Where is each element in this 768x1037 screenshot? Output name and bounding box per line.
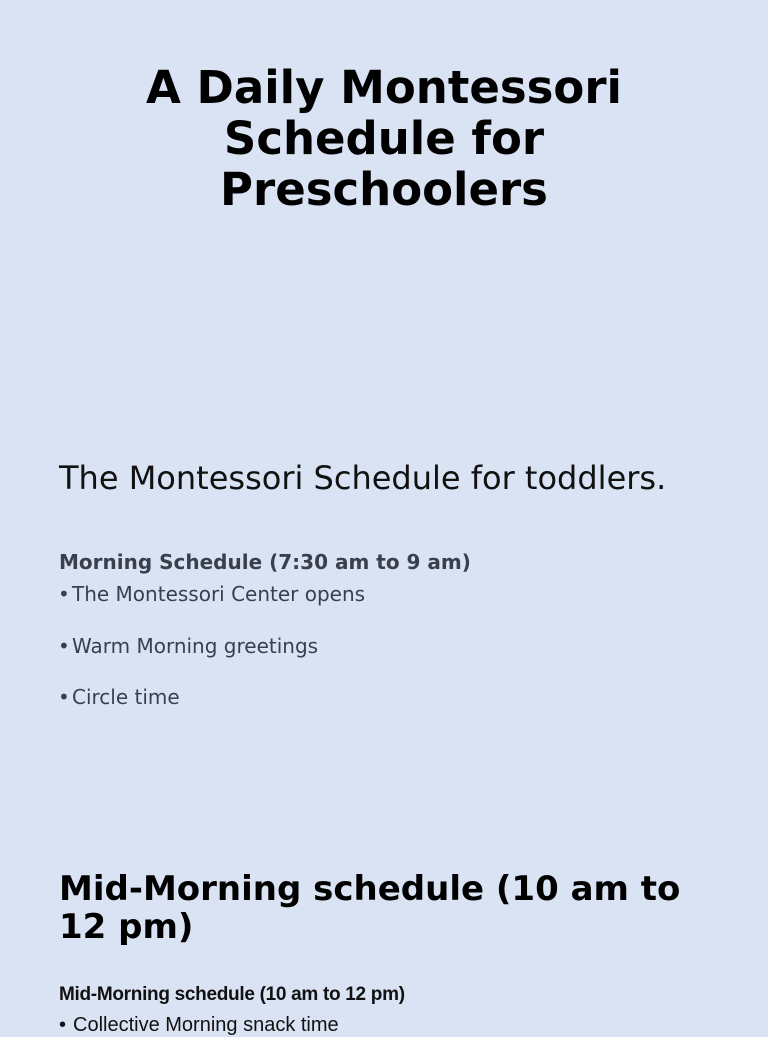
list-item-text: Collective Morning snack time — [73, 1014, 339, 1036]
mid-morning-heading: Mid-Morning schedule (10 am to 12 pm) — [59, 869, 681, 947]
mid-morning-partial-item — [59, 1013, 339, 1037]
mid-morning-subheading: Mid-Morning schedule (10 am to 12 pm) — [59, 984, 405, 1005]
list-item — [58, 684, 365, 710]
morning-schedule-list — [58, 581, 365, 736]
bullet-icon: • — [58, 685, 70, 709]
list-item-text: The Montessori Center opens — [72, 582, 366, 606]
list-item — [58, 581, 365, 607]
bullet-icon: • — [58, 633, 70, 658]
morning-schedule-heading: Morning Schedule (7:30 am to 9 am) — [59, 550, 471, 574]
document-title: A Daily Montessori Schedule for Preschoolers — [146, 61, 622, 216]
list-item — [58, 633, 365, 659]
bullet-icon: • — [58, 582, 70, 606]
bullet-icon: • — [59, 1014, 67, 1036]
section-heading: The Montessori Schedule for toddlers. — [59, 459, 667, 497]
list-item-text: Circle time — [72, 685, 180, 709]
list-item-text: Warm Morning greetings — [72, 633, 319, 658]
